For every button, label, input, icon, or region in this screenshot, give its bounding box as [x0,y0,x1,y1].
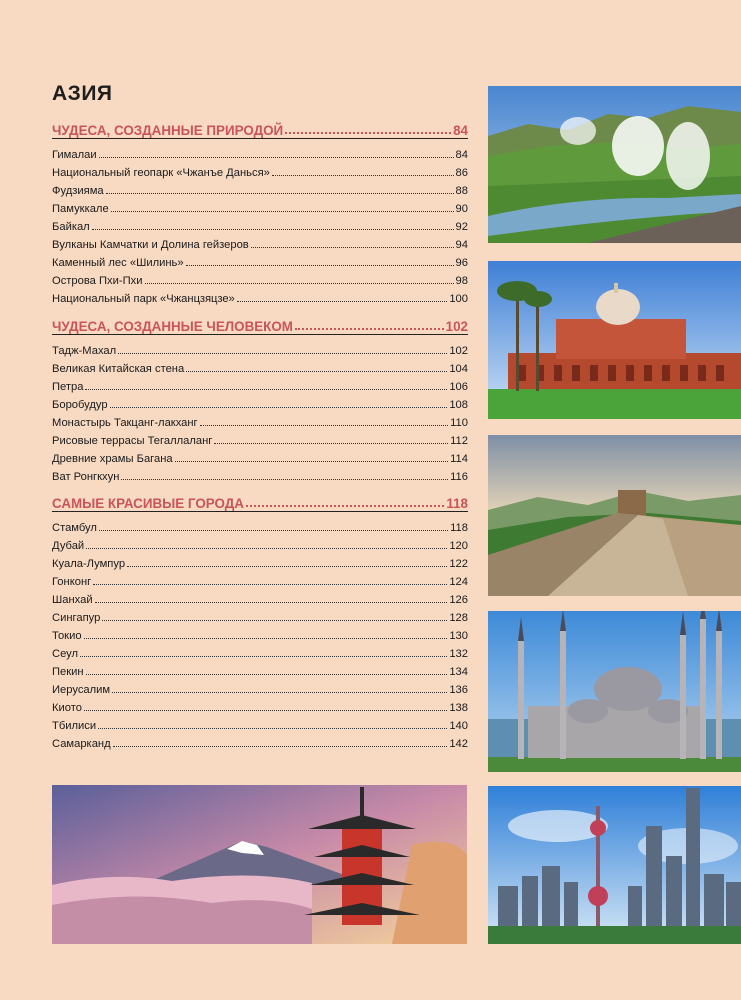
entry-page: 142 [449,738,468,750]
leader-dots [80,655,447,657]
geyser-valley-photo [488,86,741,243]
entry-label: Киото [52,702,82,714]
leader-dots [200,424,449,426]
mughal-tomb-photo [488,261,741,419]
leader-dots [186,264,454,266]
leader-dots [121,478,448,480]
entry-label: Монастырь Такцанг-лакханг [52,417,198,429]
entry-label: Гонконг [52,576,92,588]
leader-dots [246,504,444,507]
entry-page: 90 [455,203,468,215]
leader-dots [95,601,448,603]
entry-label: Древние храмы Багана [52,453,173,465]
entry-label: Тадж-Махал [52,345,117,357]
entry-label: Сингапур [52,612,101,624]
blue-mosque-photo [488,611,741,772]
leader-dots [86,547,447,549]
leader-dots [145,282,454,284]
toc-entry[interactable] [52,624,468,642]
leader-dots [272,174,454,176]
entry-label: Петра [52,381,84,393]
entry-label: Пекин [52,666,84,678]
entry-label: Вулканы Камчатки и Долина гейзеров [52,239,249,251]
entry-page: 86 [455,167,468,179]
leader-dots [106,192,454,194]
entry-page: 130 [449,630,468,642]
leader-dots [186,370,447,372]
toc-entry[interactable] [52,269,468,287]
section-title: САМЫЕ КРАСИВЫЕ ГОРОДА [52,496,244,511]
leader-dots [175,460,449,462]
entry-label: Самарканд [52,738,111,750]
leader-dots [93,583,447,585]
toc-section-nature [52,116,468,305]
toc-entry[interactable] [52,233,468,251]
section-heading[interactable] [52,489,468,512]
leader-dots [118,352,447,354]
leader-dots [98,727,447,729]
leader-dots [111,210,454,212]
leader-dots [251,246,454,248]
leader-dots [237,300,448,302]
toc-entry[interactable] [52,552,468,570]
entry-page: 104 [449,363,468,375]
leader-dots [214,442,448,444]
entry-page: 96 [455,257,468,269]
toc-entry[interactable] [52,429,468,447]
entry-page: 138 [449,702,468,714]
toc-entry[interactable] [52,447,468,465]
entry-label: Острова Пхи-Пхи [52,275,143,287]
entry-page: 94 [455,239,468,251]
toc-entry[interactable] [52,732,468,750]
leader-dots [113,745,448,747]
section-page: 118 [446,496,468,511]
toc-entry[interactable] [52,678,468,696]
toc-entry[interactable] [52,251,468,269]
entry-label: Гималаи [52,149,97,161]
entry-page: 92 [455,221,468,233]
entry-label: Ват Ронгкхун [52,471,120,483]
entry-label: Иерусалим [52,684,111,696]
entry-page: 124 [449,576,468,588]
section-title: ЧУДЕСА, СОЗДАННЫЕ ПРИРОДОЙ [52,123,284,138]
toc-entry[interactable] [52,516,468,534]
toc-entry[interactable] [52,287,468,305]
entry-label: Тбилиси [52,720,97,732]
toc-entry[interactable] [52,393,468,411]
toc-section-human [52,312,468,483]
entry-label: Каменный лес «Шилинь» [52,257,184,269]
leader-dots [127,565,447,567]
entry-page: 88 [455,185,468,197]
toc-entry[interactable] [52,606,468,624]
entry-label: Великая Китайская стена [52,363,185,375]
entry-page: 108 [449,399,468,411]
entry-page: 84 [455,149,468,161]
toc-section-cities [52,489,468,750]
entry-label: Боробудур [52,399,108,411]
leader-dots [112,691,447,693]
leader-dots [84,637,448,639]
entry-page: 134 [449,666,468,678]
toc-entry[interactable] [52,143,468,161]
entry-label: Куала-Лумпур [52,558,126,570]
leader-dots [85,388,447,390]
entry-label: Байкал [52,221,90,233]
entry-label: Токио [52,630,82,642]
entry-page: 110 [450,417,468,429]
entry-page: 116 [450,471,468,483]
leader-dots [86,673,448,675]
entry-page: 112 [450,435,468,447]
entry-label: Шанхай [52,594,93,606]
toc-entry[interactable] [52,714,468,732]
entry-page: 114 [450,453,468,465]
great-wall-photo [488,435,741,596]
entry-page: 106 [449,381,468,393]
entry-page: 100 [449,293,468,305]
entry-label: Фудзияма [52,185,104,197]
leader-dots [84,709,447,711]
toc-entry[interactable] [52,339,468,357]
toc-entry[interactable] [52,411,468,429]
leader-dots [92,228,454,230]
toc-entry[interactable] [52,375,468,393]
entry-label: Рисовые террасы Тегаллаланг [52,435,213,447]
leader-dots [295,327,444,330]
entry-label: Национальный геопарк «Чжанъе Данься» [52,167,270,179]
leader-dots [99,156,454,158]
toc-entry[interactable] [52,588,468,606]
toc-entry[interactable] [52,642,468,660]
pagoda-fuji-photo [52,785,467,944]
leader-dots [99,529,448,531]
entry-label: Памуккале [52,203,109,215]
toc-entry[interactable] [52,179,468,197]
section-heading[interactable] [52,312,468,335]
leader-dots [110,406,448,408]
toc-entry[interactable] [52,197,468,215]
toc-entry[interactable] [52,660,468,678]
toc-entry[interactable] [52,465,468,483]
leader-dots [285,131,451,134]
section-title: ЧУДЕСА, СОЗДАННЫЕ ЧЕЛОВЕКОМ [52,319,293,334]
toc-entry[interactable] [52,215,468,233]
page-title: АЗИЯ [52,82,113,105]
entry-page: 98 [455,275,468,287]
section-heading[interactable] [52,116,468,139]
entry-page: 118 [450,522,468,534]
entry-label: Национальный парк «Чжанцзяцзе» [52,293,235,305]
toc-entry[interactable] [52,357,468,375]
toc-entry[interactable] [52,161,468,179]
entry-page: 132 [449,648,468,660]
entry-page: 126 [449,594,468,606]
section-page: 102 [445,319,468,334]
shanghai-skyline-photo [488,786,741,944]
entry-page: 128 [449,612,468,624]
toc-entry[interactable] [52,570,468,588]
toc-entry[interactable] [52,534,468,552]
toc-entry[interactable] [52,696,468,714]
entry-page: 102 [449,345,468,357]
section-page: 84 [453,123,468,138]
entry-page: 120 [449,540,468,552]
entry-label: Сеул [52,648,79,660]
entry-page: 122 [449,558,468,570]
entry-page: 136 [449,684,468,696]
leader-dots [102,619,447,621]
entry-page: 140 [449,720,468,732]
entry-label: Стамбул [52,522,97,534]
entry-label: Дубай [52,540,85,552]
